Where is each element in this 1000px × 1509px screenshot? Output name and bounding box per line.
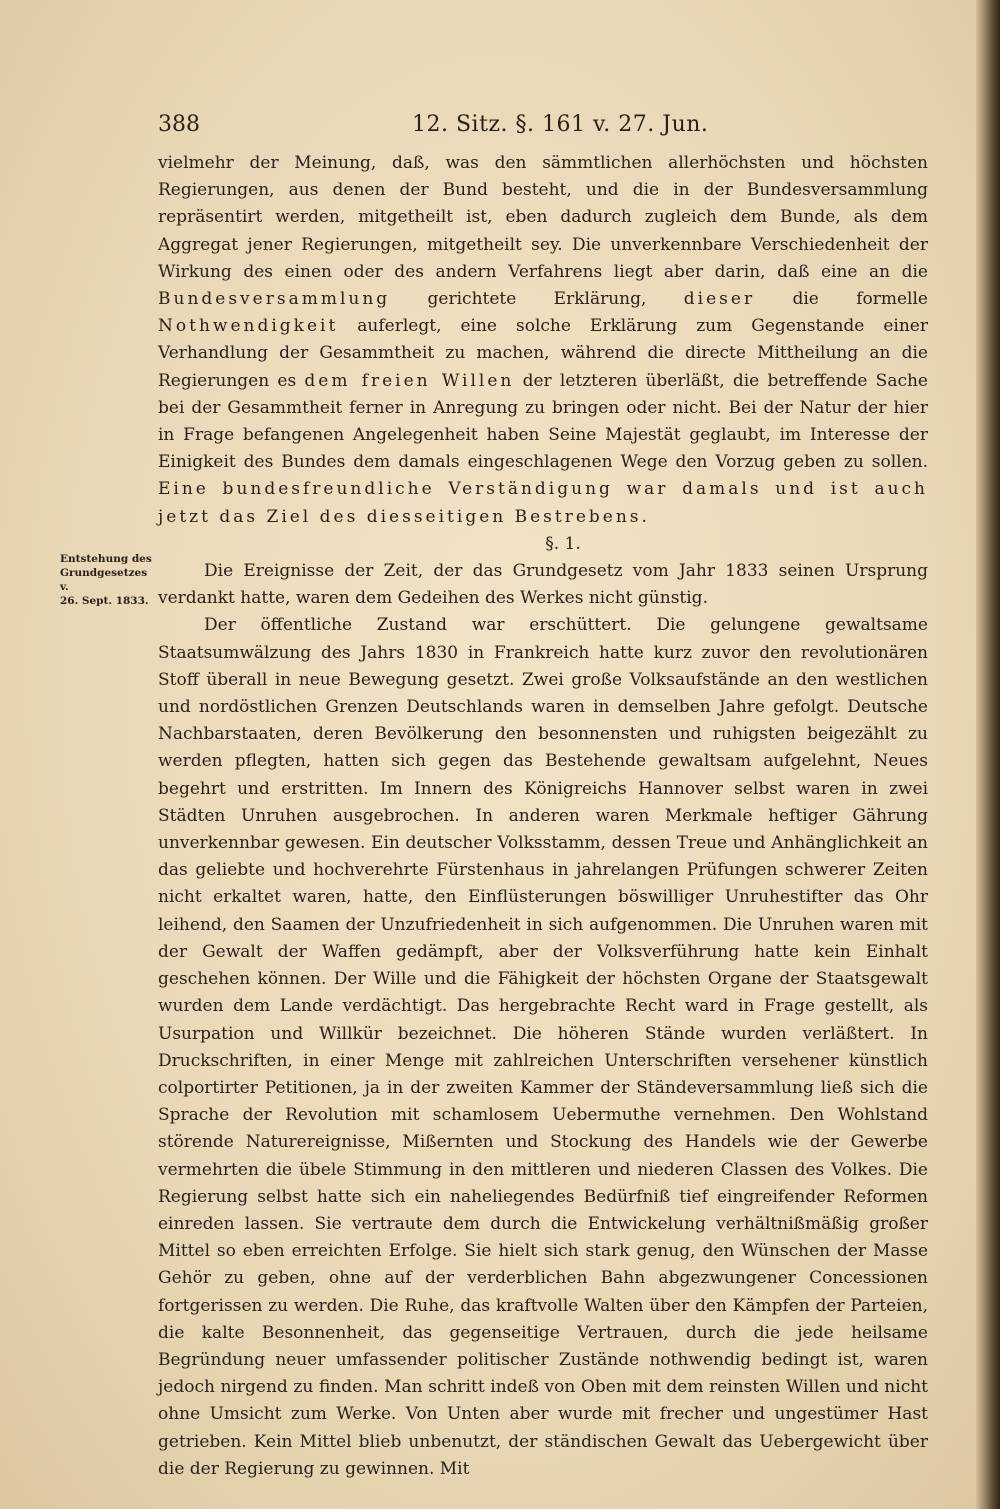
emphasized-text: Nothwendigkeit bbox=[158, 316, 339, 337]
margin-note bbox=[60, 552, 156, 608]
body-text bbox=[158, 150, 928, 1483]
running-head: 12. Sitz. §. 161 v. 27. Jun. bbox=[412, 112, 709, 137]
section-heading: §. 1. bbox=[545, 533, 581, 554]
text-run: gerichtete Erklärung, bbox=[390, 289, 684, 310]
text-run: vielmehr der Meinung, daß, was den sämmtlichen allerhöchsten und höchsten Regierungen, aus denen der Bund besteht, und die in der Bundesversammlung repräsentirt werden, mitgetheilt ist, eben dadurch zugleich dem Bunde, als dem Aggregat jener Regierungen, mitgetheilt sey. Die unverkennbare Verschiedenheit der Wirkung des einen oder des andern Verfahrens liegt aber darin, daß eine an die bbox=[158, 153, 928, 282]
paragraph: Die Ereignisse der Zeit, der das Grundgesetz vom Jahr 1833 seinen Ursprung verdankt hatte, waren dem Gedeihen des Werkes nicht günstig. bbox=[158, 561, 928, 609]
page-number: 388 bbox=[158, 112, 200, 137]
paragraph bbox=[158, 150, 928, 531]
text-run: die formelle bbox=[755, 289, 928, 310]
paragraph: Der öffentliche Zustand war erschüttert. Die gelungene gewaltsame Staatsumwälzung des Jahrs 1830 in Frankreich hatte kurz zuvor den revolutionären Stoff überall in neue Bewegung gesetzt. Zwei große Volksaufstände an den westlichen und nordöstlichen Grenzen Deutschlands waren in demselben Jahre gefolgt. Deutsche Nachbarstaaten, deren Bevölkerung den besonnensten und ruhigsten beigezählt zu werden pflegten, hatten sich gegen das Bestehende gewaltsam aufgelehnt, Neues begehrt und erstritten. Im Innern des Königreichs Hannover selbst waren in zwei Städten Unruhen ausgebrochen. In anderen waren Merkmale heftiger Gährung unverkennbar gewesen. Ein deutscher Volksstamm, dessen Treue und Anhänglichkeit an das geliebte und hochverehrte Fürstenhaus in jahrelangen Prüfungen schwerer Zeiten nicht erkaltet waren, hatte, den Einflüsterungen böswilliger Unruhestifter das Ohr leihend, den Saamen der Unzufriedenheit in sich aufgenommen. Die Unruhen waren mit der Gewalt der Waffen gedämpft, aber der Volksverführung hatte kein Einhalt geschehen können. Der Wille und die Fähigkeit der höchsten Organe der Staatsgewalt wurden dem Lande verdächtigt. Das hergebrachte Recht ward in Frage gestellt, als Usurpation und Willkür bezeichnet. Die höheren Stände wurden verläßtert. In Druckschriften, in einer Menge mit zahlreichen Unterschriften versehener künstlich colportirter Petitionen, ja in der zweiten Kammer der Ständeversammlung ließ sich die Sprache der Revolution mit schamlosem Uebermuthe vernehmen. Den Wohlstand störende Naturereignisse, Mißernten und Stockung des Handels wie der Gewerbe vermehrten die übele Stimmung in den mittleren und niederen Classen des Volkes. Die Regierung selbst hatte sich ein naheliegendes Bedürfniß tief eingreifender Reformen einreden lassen. Sie vertraute dem durch die Entwickelung verhältnißmäßig großer Mittel so eben erreichten Erfolge. Sie hielt sich stark genug, den Wünschen der Masse Gehör zu geben, ohne auf der verderblichen Bahn abgezwungener Concessionen fortgerissen zu werden. Die Ruhe, das kraftvolle Walten über den Kämpfen der Parteien, die kalte Besonnenheit, das gegenseitige Vertrauen, durch die jede heilsame Begründung neuer umfassender politischer Zustände nothwendig bedingt ist, waren jedoch nirgend zu finden. Man schritt indeß von Oben mit dem reinsten Willen und nicht ohne Umsicht zum Werke. Von Unten aber wurde mit frecher und ungestümer Hast getrieben. Kein Mittel blieb unbenutzt, der ständischen Gewalt das Uebergewicht über die der Regierung zu gewinnen. Mit bbox=[158, 615, 928, 1479]
emphasized-text: dem freien Willen bbox=[304, 370, 515, 391]
margin-note-line: Grundgesetzes v. bbox=[60, 567, 148, 593]
margin-note-line: 26. Sept. 1833. bbox=[60, 595, 149, 607]
emphasized-text: Bundesversammlung bbox=[158, 289, 391, 310]
emphasized-text: dieser bbox=[683, 289, 756, 310]
margin-note-line: Entstehung des bbox=[60, 553, 152, 565]
text-run: der letzteren überläßt, die betreffende Sache bei der Gesammtheit ferner in Anregung zu bringen oder nicht. Bei der Natur der hier in Frage befangenen Angelegenheit haben Seine Majestät geglaubt, im Interesse der Einigkeit des Bundes dem damals eingeschlagenen Wege den Vorzug geben zu sollen. bbox=[158, 370, 928, 473]
emphasized-text: Eine bundesfreundliche Verständigung war damals und ist auch jetzt das Ziel des diesseitigen Bestrebens. bbox=[158, 479, 928, 527]
text-run: auferlegt, eine solche Erklärung zum Gegenstande einer Verhandlung der Gesammtheit zu machen, während die directe Mittheilung an die Regierungen es bbox=[158, 316, 928, 391]
page-header bbox=[158, 112, 928, 144]
page-edge-shadow bbox=[976, 0, 1000, 1509]
